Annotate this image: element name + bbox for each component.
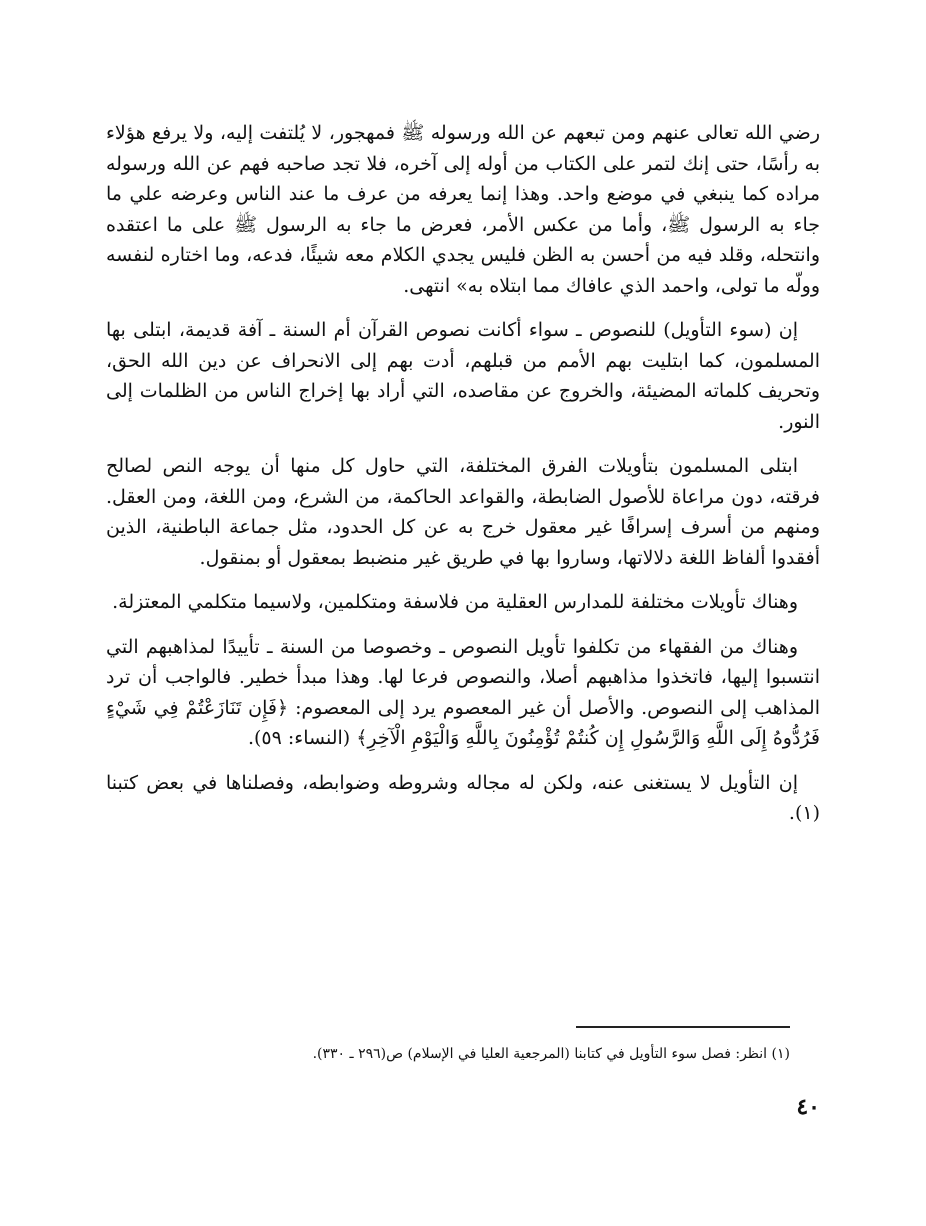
footnote-divider	[576, 1026, 790, 1028]
paragraph-6: إن التأويل لا يستغنى عنه، ولكن له مجاله وشروطه وضوابطه، وفصلناها في بعض كتبنا (١).	[106, 771, 820, 824]
paragraph-3: ابتلى المسلمون بتأويلات الفرق المختلفة، التي حاول كل منها أن يوجه النص لصالح فرقته، دون مراعاة للأصول الضابطة، والقواعد الحاكمة، من الشرع، ومن اللغة، ومن العقل. ومنهم من أسرف إسرافًا غير معقول خرج به عن كل الحدود، مثل جماعة الباطنية، الذين أفقدوا ألفاظ اللغة دلالاتها، وساروا بها في طريق غير منضبط بمعقول أو بمنقول.	[106, 455, 820, 569]
paragraph-4: وهناك تأويلات مختلفة للمدارس العقلية من فلاسفة ومتكلمين، ولاسيما متكلمي المعتزلة.	[112, 591, 798, 613]
page-number: ٤٠	[796, 1094, 820, 1120]
paragraph-2: إن (سوء التأويل) للنصوص ـ سواء أكانت نصوص القرآن أم السنة ـ آفة قديمة، ابتلى بها المسلمون، كما ابتليت بهم الأمم من قبلهم، أدت بهم إلى الانحراف عن دين الله الحق، وتحريف كلماته المضيئة، والخروج عن مقاصده، التي أراد بها إخراج الناس من الظلمات إلى النور.	[106, 319, 820, 433]
paragraph-5: وهناك من الفقهاء من تكلفوا تأويل النصوص ـ وخصوصا من السنة ـ تأييدًا لمذاهبهم التي انتسبوا إليها، فاتخذوا مذاهبهم أصلا، والنصوص فرعا لها. وهذا مبدأ خطير. فالواجب أن ترد المذاهب إلى النصوص. والأصل أن غير المعصوم يرد إلى المعصوم: ﴿فَإِن تَنَازَعْتُمْ فِي شَيْءٍ فَرُدُّوهُ إِلَى اللَّهِ وَالرَّسُولِ إِن كُنتُمْ تُؤْمِنُونَ بِاللَّهِ وَالْيَوْمِ الْآخِرِ﴾ (النساء: ٥٩).	[106, 635, 820, 749]
paragraph-1: رضي الله تعالى عنهم ومن تبعهم عن الله ورسوله ﷺ فمهجور، لا يُلتفت إليه، ولا يرفع هؤلاء به رأسًا، حتى إنك لتمر على الكتاب من أوله إلى آخره، فلا تجد صاحبه فهم عن الله ورسوله مراده كما ينبغي في موضع واحد. وهذا إنما يعرفه من عرف ما عند الناس وعرضه علي ما جاء به الرسول ﷺ، وأما من عكس الأمر، فعرض ما جاء به الرسول ﷺ على ما اعتقده وانتحله، وقلد فيه من أحسن به الظن فليس يجدي الكلام معه شيئًا، فدعه، وما اختاره لنفسه وولّه ما تولى، واحمد الذي عافاك مما ابتلاه به» انتهى.	[106, 122, 820, 297]
footnote: (١) انظر: فصل سوء التأويل في كتابنا (المرجعية العليا في الإسلام) ص(٢٩٦ ـ ٣٣٠).	[312, 1046, 790, 1062]
body-text	[106, 118, 820, 843]
